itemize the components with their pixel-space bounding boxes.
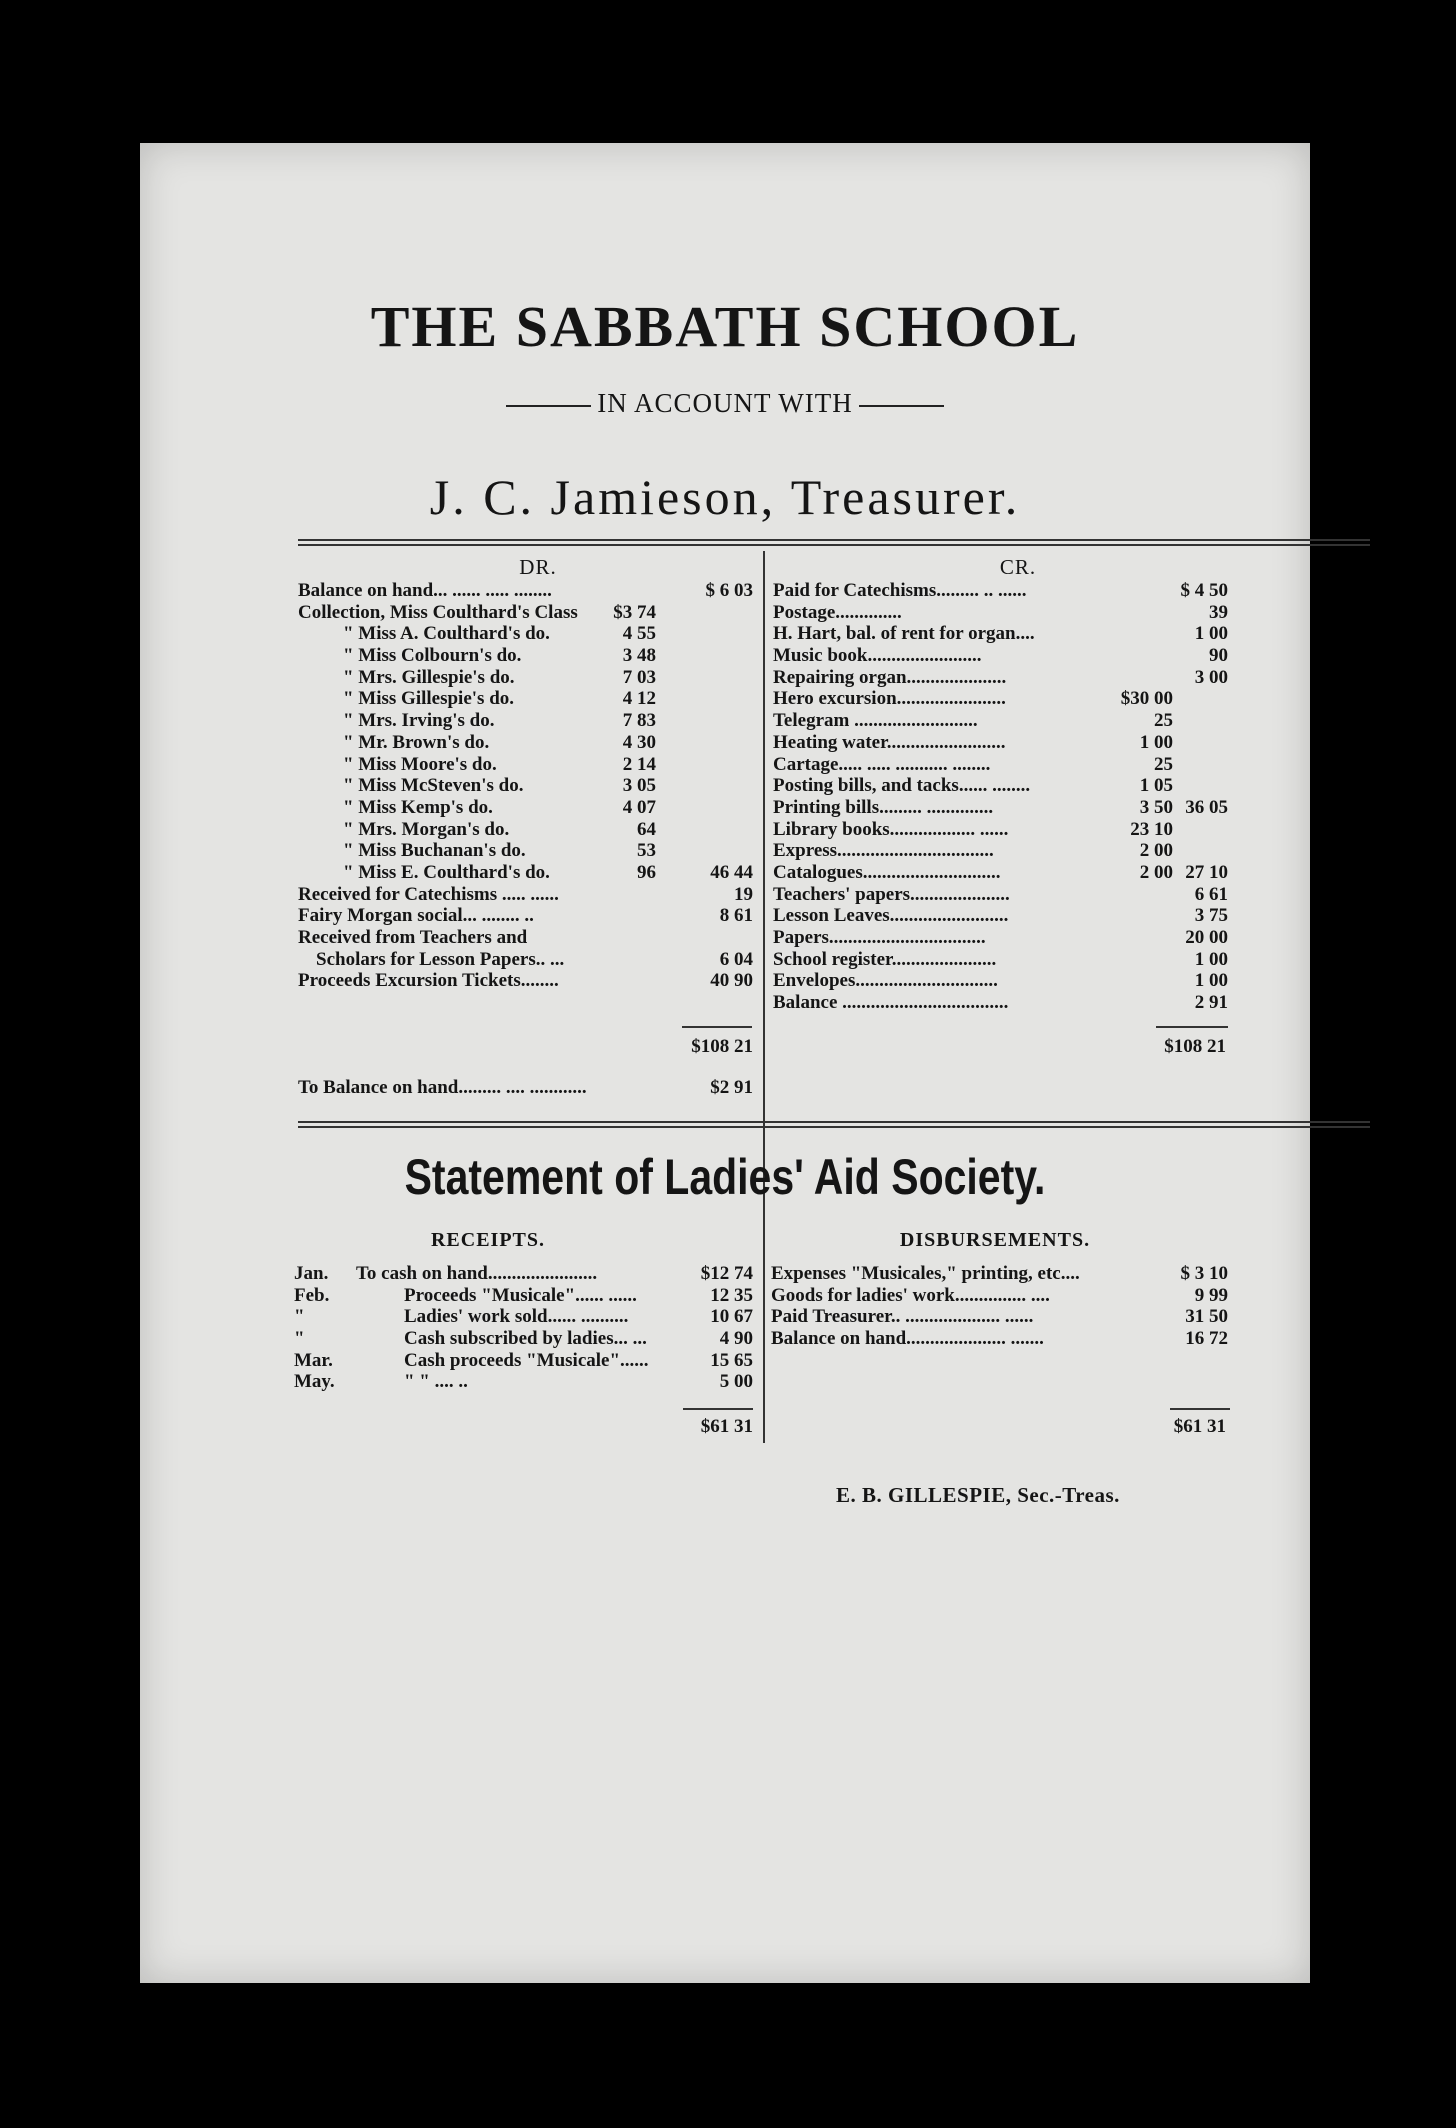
cr-row-label: Lesson Leaves......................... [773, 905, 1009, 927]
receipt-amount: 4 90 [719, 1328, 753, 1350]
dr-row-amount: 64 [637, 818, 656, 840]
dr-row-amount: 4 30 [622, 731, 656, 753]
signature: E. B. GILLESPIE, Sec.-Treas. [836, 1483, 1120, 1507]
dr-row [298, 602, 758, 624]
rule-top-2 [298, 544, 1370, 546]
dr-row [298, 970, 758, 992]
dr-row-label: Received from Teachers and [298, 927, 528, 948]
dr-row-amount: 7 83 [622, 710, 656, 732]
disbursement-label: Paid Treasurer.. .................... ...... [771, 1306, 1034, 1328]
receipt-label: To cash on hand....................... [356, 1263, 598, 1284]
disbursement-label: Expenses "Musicales," printing, etc.... [771, 1263, 1080, 1284]
rule-top-1 [298, 539, 1370, 541]
receipts-total-line [683, 1408, 753, 1410]
cr-row-amount: 3 50 [1139, 796, 1173, 818]
cr-row-total: 1 00 [1194, 948, 1228, 970]
treasurer-name: J. C. Jamieson, Treasurer. [429, 469, 1021, 525]
balance-amount: $2 91 [710, 1077, 753, 1098]
dr-row-label: " Miss A. Coulthard's do. [343, 623, 550, 645]
receipt-month: May. [294, 1371, 335, 1393]
cr-row-label: Heating water......................... [773, 731, 1006, 753]
cr-row [773, 992, 1373, 1014]
cr-row [773, 580, 1373, 602]
cr-row-amount: 25 [1154, 753, 1173, 775]
dr-row-label: " Miss E. Coulthard's do. [343, 861, 550, 883]
aid-divider [763, 1233, 765, 1443]
dr-row-label: " Miss Moore's do. [343, 753, 497, 775]
dr-row-label: " Mr. Brown's do. [343, 731, 490, 753]
receipt-label: Cash proceeds "Musicale"...... [404, 1349, 649, 1371]
dr-row-label: " Miss Gillespie's do. [343, 688, 515, 710]
disbursement-amount: 31 50 [1185, 1306, 1228, 1328]
aid-title: Statement of Ladies' Aid Society. [404, 1149, 1046, 1205]
receipt-row [294, 1350, 754, 1372]
dr-heading: DR. [519, 555, 557, 579]
dr-row-amount: $3 74 [613, 601, 656, 623]
dr-row [298, 688, 758, 710]
dr-row [298, 797, 758, 819]
cr-row-amount: 1 00 [1139, 731, 1173, 753]
dr-row-label: Received for Catechisms ..... ...... [298, 883, 559, 905]
cr-row-label: Music book........................ [773, 645, 982, 667]
balance-label: To Balance on hand......... .... ............ [298, 1077, 587, 1098]
dr-row-total: 19 [734, 883, 753, 905]
balance-row [298, 1077, 758, 1099]
dr-row-total: 6 04 [719, 948, 753, 970]
dr-row-label: " Mrs. Morgan's do. [343, 818, 510, 840]
dr-row [298, 949, 758, 971]
cr-row-amount: $30 00 [1120, 688, 1173, 710]
dr-row-total: 46 44 [710, 861, 753, 883]
disbursement-row [771, 1263, 1373, 1285]
disbursement-row [771, 1306, 1373, 1328]
dr-row [298, 819, 758, 841]
cr-row [773, 775, 1373, 797]
disbursement-amount: 16 72 [1185, 1328, 1228, 1350]
dr-row [298, 840, 758, 862]
dr-row [298, 623, 758, 645]
cr-row-total: 2 91 [1194, 992, 1228, 1014]
cr-row [773, 970, 1373, 992]
subtitle [140, 388, 1310, 419]
dr-row [298, 667, 758, 689]
receipt-label: Ladies' work sold...... .......... [404, 1306, 629, 1328]
dr-row [298, 580, 758, 602]
receipt-month: Jan. [294, 1263, 329, 1284]
cr-row-label: School register...................... [773, 948, 997, 970]
cr-row-label: Envelopes.............................. [773, 970, 998, 992]
receipt-label: " " .... .. [404, 1371, 468, 1393]
cr-row-label: Express................................. [773, 840, 994, 862]
disbursement-amount: 9 99 [1194, 1284, 1228, 1306]
dr-row-amount: 2 14 [622, 753, 656, 775]
account-sheet [140, 143, 1310, 1983]
cr-row [773, 927, 1373, 949]
cr-row-label: Catalogues............................. [773, 861, 1001, 883]
cr-row-label: H. Hart, bal. of rent for organ.... [773, 623, 1035, 645]
receipt-amount: 10 67 [710, 1306, 753, 1328]
subtitle-text: IN ACCOUNT WITH [597, 388, 853, 418]
dr-row [298, 645, 758, 667]
cr-row-label: Telegram .......................... [773, 710, 978, 732]
dr-row-label: Proceeds Excursion Tickets........ [298, 970, 559, 992]
dr-row-amount: 96 [637, 861, 656, 883]
disbursement-label: Balance on hand..................... ....... [771, 1328, 1044, 1350]
cr-row-amount: 2 00 [1139, 861, 1173, 883]
receipt-row [294, 1263, 754, 1285]
cr-row-label: Balance ................................... [773, 992, 1009, 1014]
receipt-row [294, 1306, 754, 1328]
receipt-row [294, 1328, 754, 1350]
dr-row-label: " Miss Colbourn's do. [343, 645, 522, 667]
receipt-amount: 5 00 [719, 1371, 753, 1393]
dr-row-label: " Mrs. Irving's do. [343, 710, 495, 732]
cr-row-total: 3 00 [1194, 666, 1228, 688]
dr-row-amount: 4 07 [622, 796, 656, 818]
dr-row [298, 884, 758, 906]
dr-row-label: " Miss Kemp's do. [343, 796, 493, 818]
dr-row-label: Fairy Morgan social... ........ .. [298, 905, 534, 927]
cr-row [773, 623, 1373, 645]
receipt-label: Cash subscribed by ladies... ... [404, 1328, 647, 1350]
dr-row [298, 905, 758, 927]
cr-row-label: Posting bills, and tacks...... ........ [773, 775, 1031, 797]
dr-row-label: Balance on hand... ...... ..... ........ [298, 580, 552, 601]
cr-row [773, 710, 1373, 732]
cr-row-total: 36 05 [1185, 796, 1228, 818]
dr-row-label: Scholars for Lesson Papers.. ... [316, 948, 565, 970]
dr-row-label: " Mrs. Gillespie's do. [343, 666, 515, 688]
cr-row [773, 688, 1373, 710]
cr-row-total: 20 00 [1185, 927, 1228, 948]
cr-row-label: Hero excursion....................... [773, 688, 1006, 710]
dr-row-label: " Miss McSteven's do. [343, 775, 524, 797]
dash-left [506, 405, 591, 407]
dr-row-amount: 3 05 [622, 775, 656, 797]
receipts-heading: RECEIPTS. [430, 1229, 546, 1251]
disbursements-list [771, 1263, 1373, 1350]
cr-row-total: $ 4 50 [1180, 580, 1228, 601]
receipt-amount: $12 74 [700, 1263, 753, 1284]
cr-row [773, 840, 1373, 862]
cr-row [773, 754, 1373, 776]
cr-row-amount: 23 10 [1130, 818, 1173, 840]
dr-row-amount: 4 55 [622, 623, 656, 645]
cr-row [773, 949, 1373, 971]
dr-row [298, 710, 758, 732]
cr-row-amount: 1 05 [1139, 775, 1173, 797]
dr-row-amount: 7 03 [622, 666, 656, 688]
receipt-amount: 12 35 [710, 1284, 753, 1306]
cr-row [773, 667, 1373, 689]
dr-row-total: $ 6 03 [705, 580, 753, 601]
receipt-month: Feb. [294, 1284, 330, 1306]
dr-row [298, 732, 758, 754]
dr-row-total: 40 90 [710, 970, 753, 992]
cr-row-label: Postage.............. [773, 601, 902, 623]
cr-row-label: Papers................................. [773, 927, 986, 948]
cr-row [773, 797, 1373, 819]
cr-row [773, 905, 1373, 927]
dr-row [298, 862, 758, 884]
dr-ledger [298, 580, 758, 992]
disbursement-amount: $ 3 10 [1180, 1263, 1228, 1284]
dr-row-label: " Miss Buchanan's do. [343, 840, 526, 862]
cr-row [773, 884, 1373, 906]
dr-row-amount: 4 12 [622, 688, 656, 710]
dr-row [298, 775, 758, 797]
dr-row-total: 8 61 [719, 905, 753, 927]
cr-row-total: 90 [1209, 645, 1228, 667]
receipts-list [294, 1263, 754, 1393]
cr-row [773, 862, 1373, 884]
cr-row-label: Printing bills......... .............. [773, 796, 994, 818]
cr-row-total: 1 00 [1194, 970, 1228, 992]
cr-row [773, 602, 1373, 624]
dr-row-label: Collection, Miss Coulthard's Class [298, 601, 578, 623]
cr-row-total: 39 [1209, 601, 1228, 623]
cr-row-amount: 25 [1154, 710, 1173, 732]
disbursement-row [771, 1285, 1373, 1307]
cr-row-label: Library books.................. ...... [773, 818, 1009, 840]
cr-ledger [773, 580, 1373, 1014]
receipt-row [294, 1371, 754, 1393]
receipts-total: $61 31 [700, 1416, 753, 1437]
receipt-month: " [294, 1306, 305, 1328]
rule-mid-1 [298, 1121, 1370, 1123]
cr-row [773, 645, 1373, 667]
cr-row-label: Paid for Catechisms......... .. ...... [773, 580, 1027, 601]
dr-row-amount: 3 48 [622, 645, 656, 667]
receipt-month: Mar. [294, 1349, 333, 1371]
receipt-amount: 15 65 [710, 1349, 753, 1371]
rule-mid-2 [298, 1126, 1370, 1128]
receipt-label: Proceeds "Musicale"...... ...... [404, 1284, 637, 1306]
page-title: THE SABBATH SCHOOL [370, 294, 1080, 359]
cr-total-line [1156, 1026, 1228, 1028]
disbursements-total: $61 31 [1173, 1416, 1226, 1437]
receipt-row [294, 1285, 754, 1307]
dr-total: $108 21 [691, 1036, 753, 1057]
cr-total: $108 21 [1164, 1036, 1226, 1057]
disbursements-total-line [1170, 1408, 1230, 1410]
cr-row-amount: 2 00 [1139, 840, 1173, 862]
cr-row-total: 27 10 [1185, 861, 1228, 883]
dr-row [298, 927, 758, 949]
dr-row-amount: 53 [637, 840, 656, 862]
cr-row-total: 1 00 [1194, 623, 1228, 645]
cr-row-total: 6 61 [1194, 883, 1228, 905]
disbursement-label: Goods for ladies' work............... .... [771, 1284, 1050, 1306]
dash-right [859, 405, 944, 407]
receipt-month: " [294, 1328, 305, 1350]
cr-heading: CR. [999, 555, 1037, 579]
cr-row-label: Cartage..... ..... ........... ........ [773, 753, 991, 775]
cr-row-total: 3 75 [1194, 905, 1228, 927]
cr-row-label: Repairing organ..................... [773, 666, 1007, 688]
cr-row-label: Teachers' papers..................... [773, 883, 1010, 905]
dr-total-line [682, 1026, 752, 1028]
cr-row [773, 732, 1373, 754]
disbursements-heading: DISBURSEMENTS. [899, 1229, 1091, 1251]
dr-row [298, 754, 758, 776]
disbursement-row [771, 1328, 1373, 1350]
cr-row [773, 819, 1373, 841]
